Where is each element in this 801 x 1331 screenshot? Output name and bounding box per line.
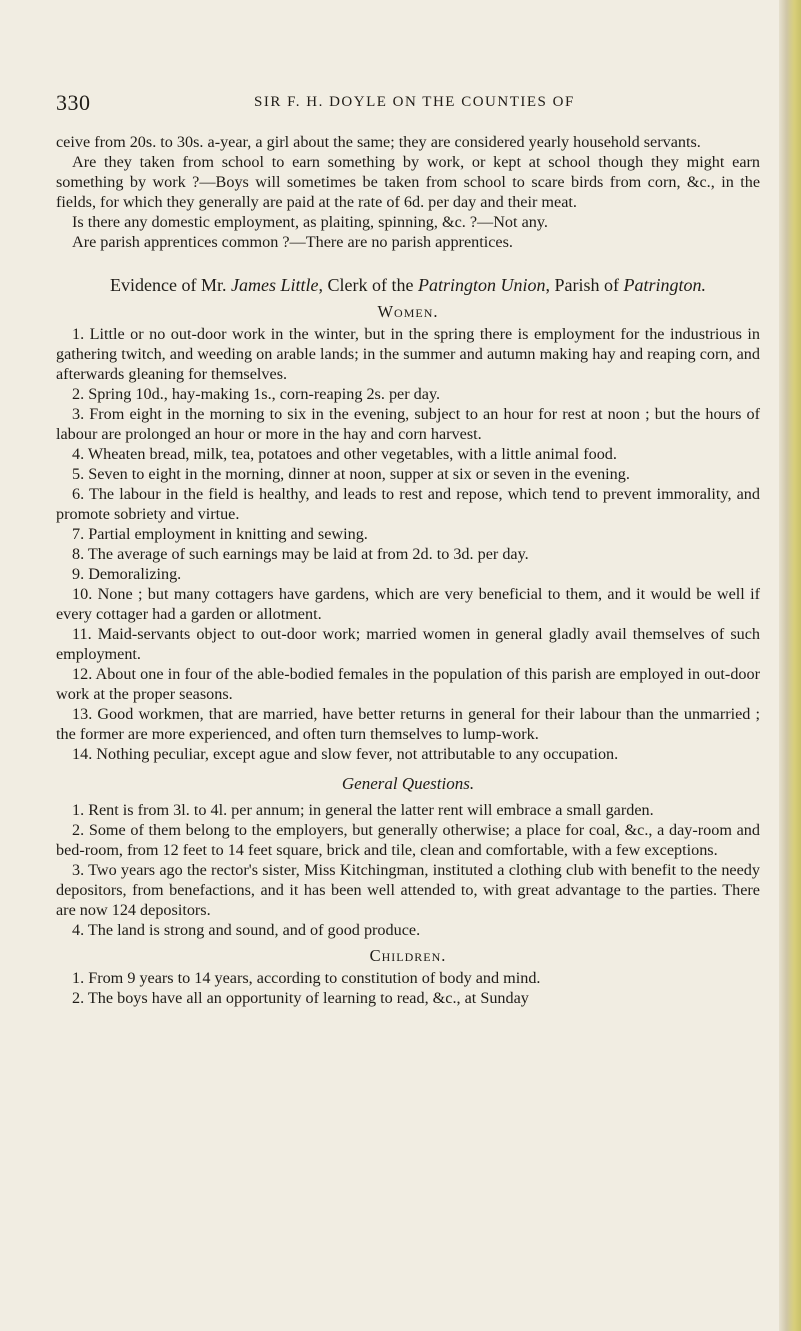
list-item: 10. None ; but many cottagers have gardens, which are very beneficial to them, and it would be well if every cottager had a garden or allotment. xyxy=(56,585,760,623)
list-item: 4. Wheaten bread, milk, tea, potatoes and other vegetables, with a little animal food. xyxy=(72,445,617,463)
list-item: 2. Spring 10d., hay-making 1s., corn-reaping 2s. per day. xyxy=(72,385,441,403)
list-item: 5. Seven to eight in the morning, dinner at noon, supper at six or seven in the evening. xyxy=(72,465,630,483)
union-name: Patrington Union xyxy=(417,275,546,295)
page-edge xyxy=(779,0,801,1331)
witness-name: James Little xyxy=(230,275,319,295)
section-title-women: Women. xyxy=(377,302,439,321)
list-item: 1. From 9 years to 14 years, according to constitution of body and mind. xyxy=(72,969,541,987)
paragraph: Are they taken from school to earn something by work, or kept at school though they might earn something by work ?—Boys will sometimes be taken from school to scare birds from corn, &c., in the fields, for which they generally are paid at the rate of 6d. per day and their meat. xyxy=(56,153,760,211)
list-item: 8. The average of such earnings may be laid at from 2d. to 3d. per day. xyxy=(72,545,529,563)
page-header xyxy=(56,90,756,114)
list-item: 7. Partial employment in knitting and sewing. xyxy=(72,525,368,543)
paragraph: Is there any domestic employment, as plaiting, spinning, &c. ?—Not any. xyxy=(72,213,548,231)
list-item: 3. From eight in the morning to six in the evening, subject to an hour for rest at noon ; but the hours of labour are prolonged an hour or more in the hay and corn harvest. xyxy=(56,405,760,443)
list-item: 14. Nothing peculiar, except ague and slow fever, not attributable to any occupation. xyxy=(72,745,619,763)
page-number: 330 xyxy=(56,90,91,115)
running-head: SIR F. H. DOYLE ON THE COUNTIES OF xyxy=(254,94,575,110)
list-item: 3. Two years ago the rector's sister, Miss Kitchingman, instituted a clothing club with benefit to the needy depositors, from benefactions, and it has been well attended to, with great advantage to the parties. There are now 124 depositors. xyxy=(56,861,760,919)
paragraph: Are parish apprentices common ?—There are no parish apprentices. xyxy=(72,233,513,251)
list-item: 2. Some of them belong to the employers, but generally otherwise; a place for coal, &c., a day-room and bed-room, from 12 feet to 14 feet square, brick and tile, clean and comfortable, with a few exceptions. xyxy=(56,821,760,859)
paragraph: ceive from 20s. to 30s. a-year, a girl about the same; they are considered yearly household servants. xyxy=(56,133,701,151)
list-item: 9. Demoralizing. xyxy=(72,565,182,583)
body-text xyxy=(56,132,760,1008)
section-title-general: General Questions. xyxy=(341,774,475,793)
parish-name: Patrington. xyxy=(623,275,706,295)
list-item: 13. Good workmen, that are married, have better returns in general for their labour than the unmarried ; the former are more experienced, and often turn themselves to lump-work. xyxy=(56,705,760,743)
list-item: 12. About one in four of the able-bodied females in the population of this parish are employed in out-door work at the proper seasons. xyxy=(56,665,760,703)
list-item: 1. Rent is from 3l. to 4l. per annum; in general the latter rent will embrace a small garden. xyxy=(72,801,654,819)
list-item: 4. The land is strong and sound, and of good produce. xyxy=(72,921,421,939)
evidence-heading: Evidence of Mr. James Little, Clerk of the Patrington Union, Parish of Patrington. xyxy=(110,275,706,295)
list-item: 11. Maid-servants object to out-door work; married women in general gladly avail themselves of such employment. xyxy=(56,625,760,663)
section-title-children: Children. xyxy=(369,946,447,965)
list-item: 6. The labour in the field is healthy, and leads to rest and repose, which tend to prevent immorality, and promote sobriety and virtue. xyxy=(56,485,760,523)
list-item: 1. Little or no out-door work in the winter, but in the spring there is employment for the industrious in gathering twitch, and weeding on arable lands; in the summer and autumn making hay and reaping corn, and afterwards gleaning for themselves. xyxy=(56,325,760,383)
list-item: 2. The boys have all an opportunity of learning to read, &c., at Sunday xyxy=(72,989,529,1007)
